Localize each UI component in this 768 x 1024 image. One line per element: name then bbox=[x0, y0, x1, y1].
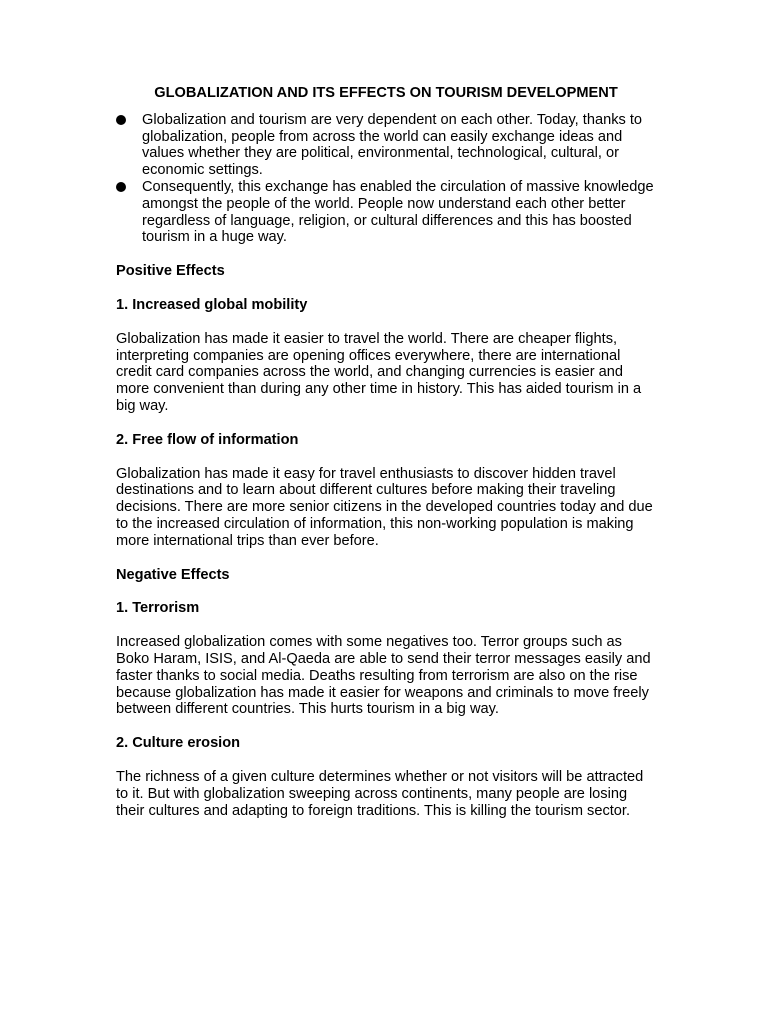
section-heading: 1. Terrorism bbox=[116, 600, 200, 617]
bullet-item bbox=[142, 179, 656, 246]
section-heading: 2. Culture erosion bbox=[116, 735, 241, 752]
section-paragraph: Increased globalization comes with some negatives too. Terror groups such as Boko Haram, ISIS, and Al-Qaeda are able to send their terror messages easily and faster thanks to social media. Deaths resulting from terrorism are also on the rise because globalization has made it easier for weapons and criminals to move freely between different countries. This hurts tourism in a big way. bbox=[116, 634, 651, 718]
section-heading: 2. Free flow of information bbox=[116, 431, 299, 448]
bullet-text: Consequently, this exchange has enabled the circulation of massive knowledge amongst the people of the world. People now understand each other better regardless of language, religion, or cultural differences and this has boosted tourism in a huge way. bbox=[142, 178, 654, 246]
document-page bbox=[116, 85, 656, 819]
section-paragraph: Globalization has made it easy for travel enthusiasts to discover hidden travel destinations and to learn about different cultures before making their traveling decisions. There are more senior citizens in the developed countries today and due to the increased circulation of information, this non-working population is making more international trips than ever before. bbox=[116, 465, 653, 549]
bullet-icon bbox=[116, 115, 126, 125]
section-paragraph: Globalization has made it easier to travel the world. There are cheaper flights, interpreting companies are opening offices everywhere, there are international credit card companies across the world, and changing currencies is easier and more convenient than during any other time in history. This has aided tourism in a big way. bbox=[116, 330, 642, 414]
section-paragraph: The richness of a given culture determines whether or not visitors will be attracted to it. But with globalization sweeping across continents, many people are losing their cultures and adapting to foreign traditions. This is killing the tourism sector. bbox=[116, 768, 644, 819]
document-title: GLOBALIZATION AND ITS EFFECTS ON TOURISM DEVELOPMENT bbox=[154, 85, 618, 101]
section-heading: 1. Increased global mobility bbox=[116, 296, 308, 313]
negative-effects-heading: Negative Effects bbox=[116, 566, 230, 583]
intro-bullet-list bbox=[142, 112, 656, 246]
positive-effects-heading: Positive Effects bbox=[116, 263, 225, 280]
bullet-icon bbox=[116, 182, 126, 192]
bullet-item bbox=[142, 112, 656, 179]
bullet-text: Globalization and tourism are very dependent on each other. Today, thanks to globalization, people from across the world can easily exchange ideas and values whether they are political, environmental, technological, cultural, or economic settings. bbox=[142, 111, 643, 179]
